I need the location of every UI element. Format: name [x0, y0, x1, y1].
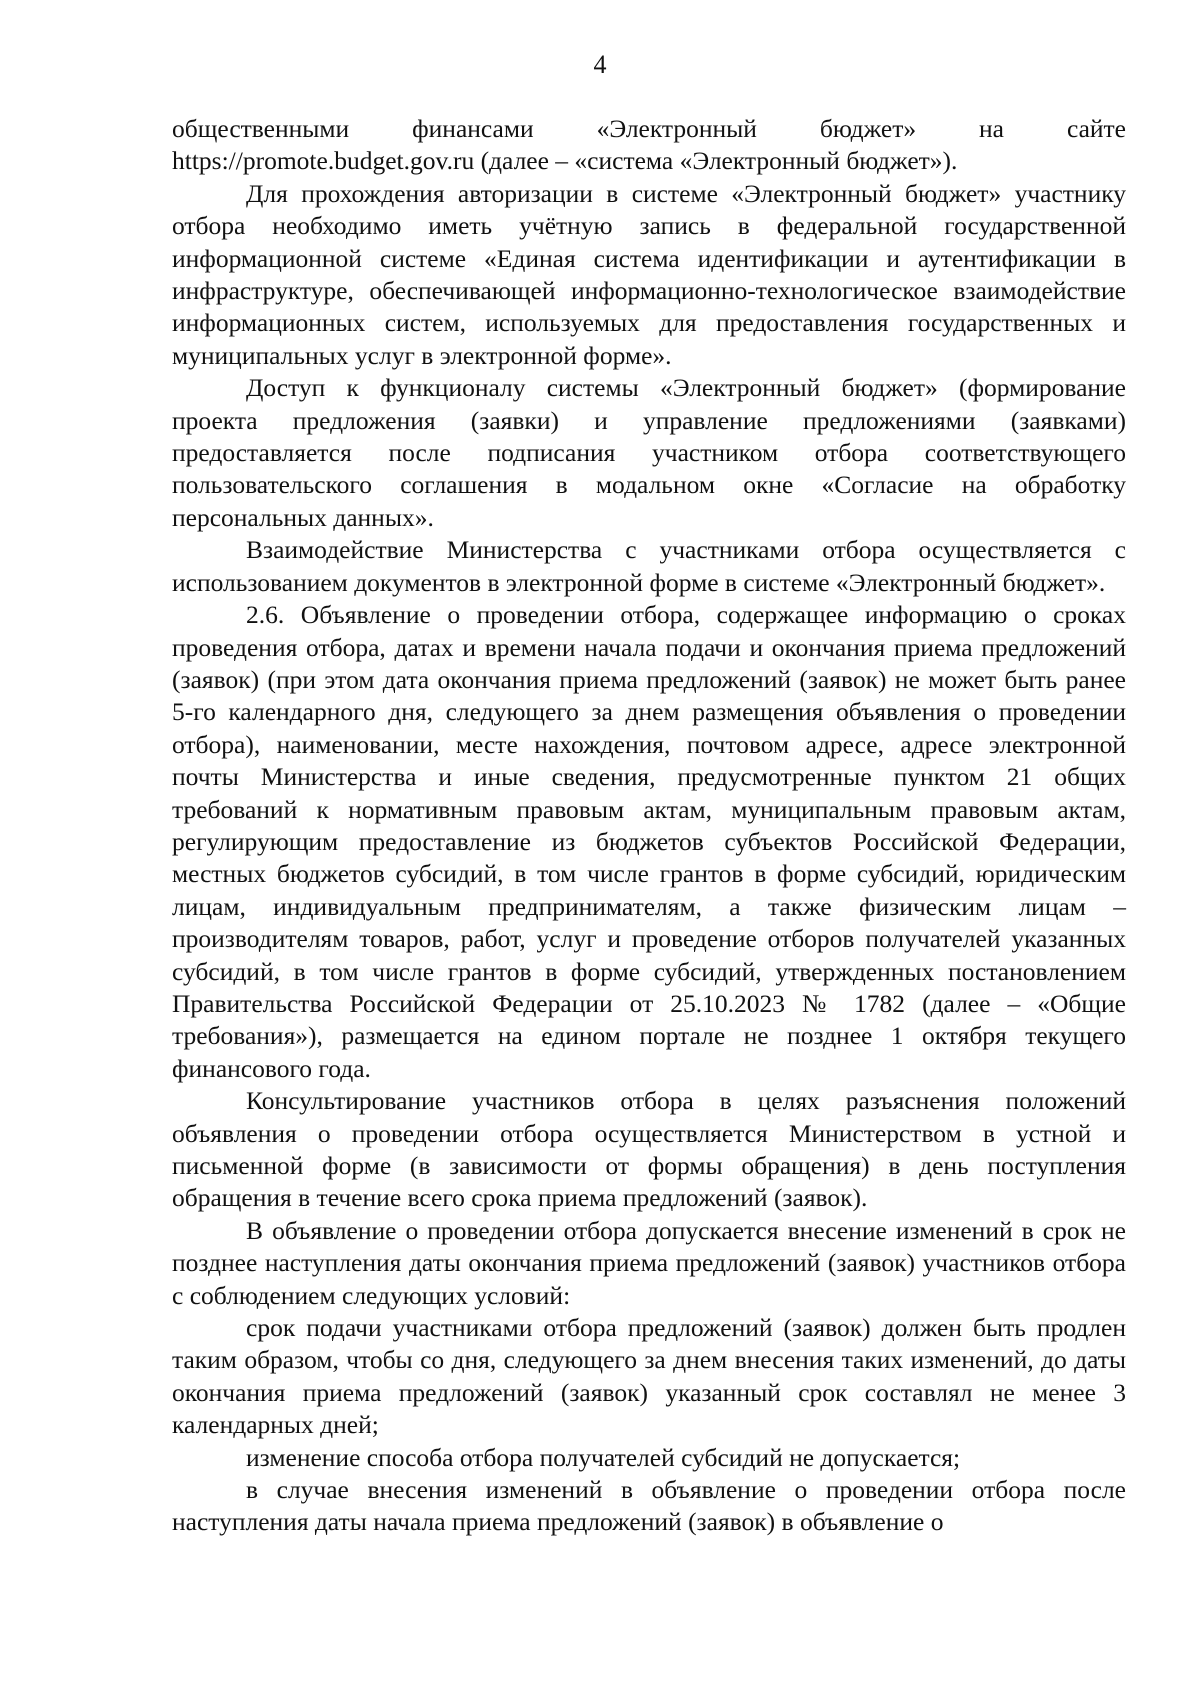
paragraph-authorization: Для прохождения авторизации в системе «Электронный бюджет» участнику отбора необходимо иметь учётную запись в федеральной государственной информационной системе «Единая система идентификации и аутентификации в инфраструктуре, обеспечивающей информационно-технологическое взаимодействие информационных систем, используемых для предоставления государственных и муниципальных услуг в электронной форме». — [172, 178, 1126, 370]
paragraph-continuation: общественными финансами «Электронный бюджет» на сайте https://promote.budget.gov.ru (далее – «система «Электронный бюджет»). — [172, 114, 1126, 176]
document-body — [172, 113, 1126, 1539]
page-number: 4 — [593, 50, 607, 79]
paragraph-consulting: Консультирование участников отбора в целях разъяснения положений объявления о проведении отбора осуществляется Министерством в устной и письменной форме (в зависимости от формы обращения) в день поступления обращения в течение всего срока приема предложений (заявок). — [172, 1086, 1126, 1213]
paragraph-access: Доступ к функционалу системы «Электронный бюджет» (формирование проекта предложения (заявки) и управление предложениями (заявками) предоставляется после подписания участником отбора соответствующего пользовательского соглашения в модальном окне «Согласие на обработку персональных данных». — [172, 373, 1126, 532]
paragraph-method-unchanged: изменение способа отбора получателей субсидий не допускается; — [246, 1442, 961, 1472]
paragraph-deadline-extension: срок подачи участниками отбора предложений (заявок) должен быть продлен таким образом, чтобы со дня, следующего за днем внесения таких изменений, до даты окончания приема предложений (заявок) указанный срок составлял не менее 3 календарных дней; — [172, 1313, 1126, 1440]
paragraph-changes: В объявление о проведении отбора допускается внесение изменений в срок не позднее наступления даты окончания приема предложений (заявок) участников отбора с соблюдением следующих условий: — [172, 1215, 1126, 1310]
paragraph-interaction: Взаимодействие Министерства с участниками отбора осуществляется с использованием документов в электронной форме в системе «Электронный бюджет». — [172, 535, 1126, 597]
paragraph-section-2-6: 2.6. Объявление о проведении отбора, содержащее информацию о сроках проведения отбора, датах и времени начала подачи и окончания приема предложений (заявок) (при этом дата окончания приема предложений (заявок) не может быть ранее 5-го календарного дня, следующего за днем размещения объявления о проведении отбора), наименовании, месте нахождения, почтовом адресе, адресе электронной почты Министерства и иные сведения, предусмотренные пунктом 21 общих требований к нормативным правовым актам, муниципальным правовым актам, регулирующим предоставление из бюджетов субъектов Российской Федерации, местных бюджетов субсидий, в том числе грантов в форме субсидий, юридическим лицам, индивидуальным предпринимателям, а также физическим лицам – производителям товаров, работ, услуг и проведение отборов получателей указанных субсидий, в том числе грантов в форме субсидий, утвержденных постановлением Правительства Российской Федерации от 25.10.2023 № 1782 (далее – «Общие требования»), размещается на едином портале не позднее 1 октября текущего финансового года. — [172, 600, 1126, 1083]
paragraph-changes-after-start: в случае внесения изменений в объявление о проведении отбора после наступления даты начала приема предложений (заявок) в объявление о — [172, 1475, 1126, 1537]
